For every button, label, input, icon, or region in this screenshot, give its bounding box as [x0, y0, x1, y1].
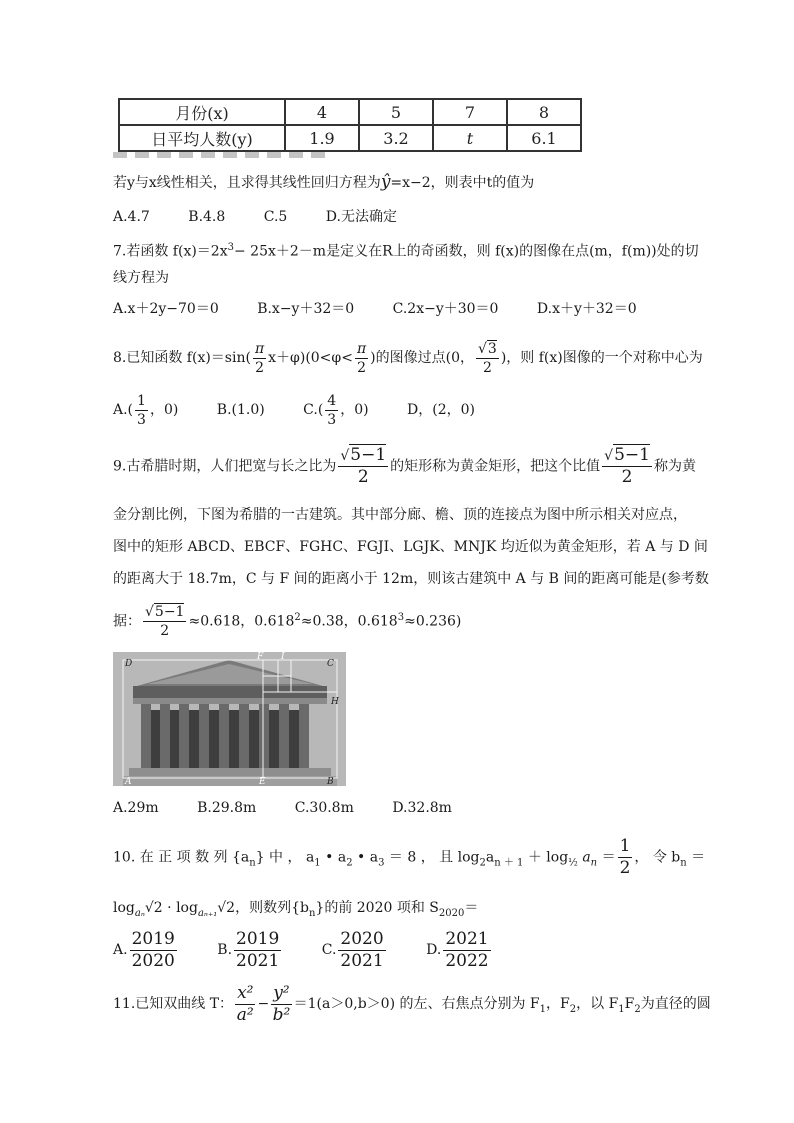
q11-stem: 11.已知双曲线 T： $\frac{\text{x²}}{\text{a²}}$ − $\frac{\text{y²}}{\text{b²}}$ ＝1(a＞0,b＞0) 的左、右焦点分别为 $F_1$，$F_2$，以 $F_1F_2$为直径的圆 [113, 982, 711, 1025]
q7-options [113, 299, 671, 319]
scan-smudge [113, 152, 333, 158]
q6-stem: 若y与x线性相关，且求得其线性回归方程为ŷ=x−2，则表中t的值为 [113, 172, 535, 192]
data-table [118, 98, 582, 152]
q10-stem-line2: $\log_{a_n}√2 \cdot \log_{a_{n+1}}√2$，则数列$\{b_n\}$的前 2020 项和 $S_{2020}=$ [113, 900, 479, 919]
q9-stem-line3: 图中的矩形 ABCD、EBCF、FGHC、FGJI、LGJK、MNJK 均近似为黄金矩形，若 A 与 D 间 [113, 539, 708, 555]
option-c: C.2x−y＋30＝0 [392, 301, 499, 317]
q9-stem-line2: 金分割比例，下图为希腊的一古建筑。其中部分廊、檐、顶的连接点为图中所示相关对应点， [113, 507, 687, 523]
fraction: $\frac{1}{2}$ [619, 836, 631, 878]
table-cell: 月份(x) [119, 99, 285, 125]
table-cell: t [433, 125, 507, 151]
option-c: C.( $\frac{4}{3}$ ，0) [303, 392, 369, 428]
q9-stem-line5: 据： $\frac{√5-1}{2}$ ≈0.618，$0.618^2\approx 0.38$，$0.618^3\approx 0.236$) [113, 604, 462, 640]
option-b: B.x−y＋32＝0 [257, 301, 355, 317]
option-d: D.32.8m [392, 800, 452, 816]
option-a: A.4.7 [113, 209, 150, 225]
temple-figure [113, 652, 346, 786]
table-cell: 4 [285, 99, 359, 125]
table-row [119, 125, 581, 151]
option-b: B.29.8m [197, 800, 257, 816]
q7-stem-line2: 线方程为 [113, 270, 169, 286]
fig-label-e: E [259, 777, 266, 786]
fraction: $\frac{√5-1}{2}$ [340, 445, 387, 487]
table-cell: 5 [359, 99, 433, 125]
option-a: A.29m [113, 800, 159, 816]
table-cell: 6.1 [507, 125, 581, 151]
option-d: D.x＋y＋32＝0 [536, 301, 637, 317]
table-row [119, 99, 581, 125]
q8-options [113, 392, 509, 428]
q10-options [113, 930, 527, 970]
q9-stem-line4: 的距离大于 18.7m，C 与 F 间的距离小于 12m，则该古建筑中 A 与 B 间的距离可能是(参考数 [113, 571, 709, 587]
option-a: A. $\frac{2019}{2020}$ [113, 928, 175, 971]
table-cell: 7 [433, 99, 507, 125]
fraction: $\frac{√5-1}{2}$ [145, 604, 185, 640]
option-c: C.30.8m [294, 800, 354, 816]
option-d: D，(2，0) [407, 402, 476, 418]
fig-label-i: I [281, 652, 285, 662]
q10-stem-line1: 10. 在 正 项 数 列 $\{a_n\}$ 中 ， $a_1$ • $a_2$ • $a_3 = 8$ ， 且 $\log_2a_{n + 1} + \log_{\frac{1}{2}} a_n$ ＝ $\frac{1}{2}$ ， 令 $b_n$ ＝ [113, 836, 706, 878]
fraction: $\frac{\pi}{2}$ [356, 340, 367, 376]
table-cell: 3.2 [359, 125, 433, 151]
fig-label-h: H [331, 697, 339, 707]
fraction: $\frac{\text{x²}}{\text{a²}}$ [236, 982, 254, 1025]
fig-label-b: B [327, 777, 334, 786]
option-c: C.5 [263, 209, 288, 225]
option-c: C. $\frac{2020}{2021}$ [321, 928, 384, 971]
fraction: $\frac{\pi}{2}$ [254, 340, 265, 376]
fig-label-f: F [257, 652, 264, 662]
table-cell: 1.9 [285, 125, 359, 151]
fraction: $\frac{√5-1}{2}$ [604, 445, 650, 487]
q9-options [113, 798, 486, 818]
option-b: B.(1.0) [216, 402, 265, 418]
q9-stem-line1: 9.古希腊时期，人们把宽与长之比为 $\frac{√5-1}{2}$ 的矩形称为黄金矩形，把这个比值 $\frac{√5-1}{2}$ 称为黄 [113, 445, 696, 487]
option-d: D.无法确定 [325, 209, 397, 225]
fraction: $\frac{√3}{2}$ [478, 340, 497, 376]
option-a: A.x＋2y−70＝0 [113, 301, 219, 317]
table-cell: 8 [507, 99, 581, 125]
option-b: B.4.8 [188, 209, 226, 225]
option-d: D. $\frac{2021}{2022}$ [426, 928, 489, 971]
option-a: A.( $\frac{1}{3}$ ，0) [113, 392, 179, 428]
q7-stem-line1: 7.若函数 $f(x)=2x^3- 25x+2-m$是定义在R上的奇函数，则 f(x)的图像在点(m，f(m))处的切 [113, 242, 699, 260]
option-b: B. $\frac{2019}{2021}$ [217, 928, 280, 971]
q6-options [113, 207, 431, 227]
q8-stem: 8.已知函数 f(x)＝sin( $\frac{\pi}{2}$ x＋φ)(0<φ< $\frac{\pi}{2}$ )的图像过点(0， $\frac{√3}{2}$ )，则 f(x)图像的一个对称中心为 [113, 340, 703, 376]
fig-label-d: D [125, 659, 133, 669]
table-cell: 日平均人数(y) [119, 125, 285, 151]
fig-label-a: A [125, 777, 132, 786]
fraction: $\frac{\text{y²}}{\text{b²}}$ [272, 982, 291, 1025]
fig-label-c: C [327, 659, 334, 669]
